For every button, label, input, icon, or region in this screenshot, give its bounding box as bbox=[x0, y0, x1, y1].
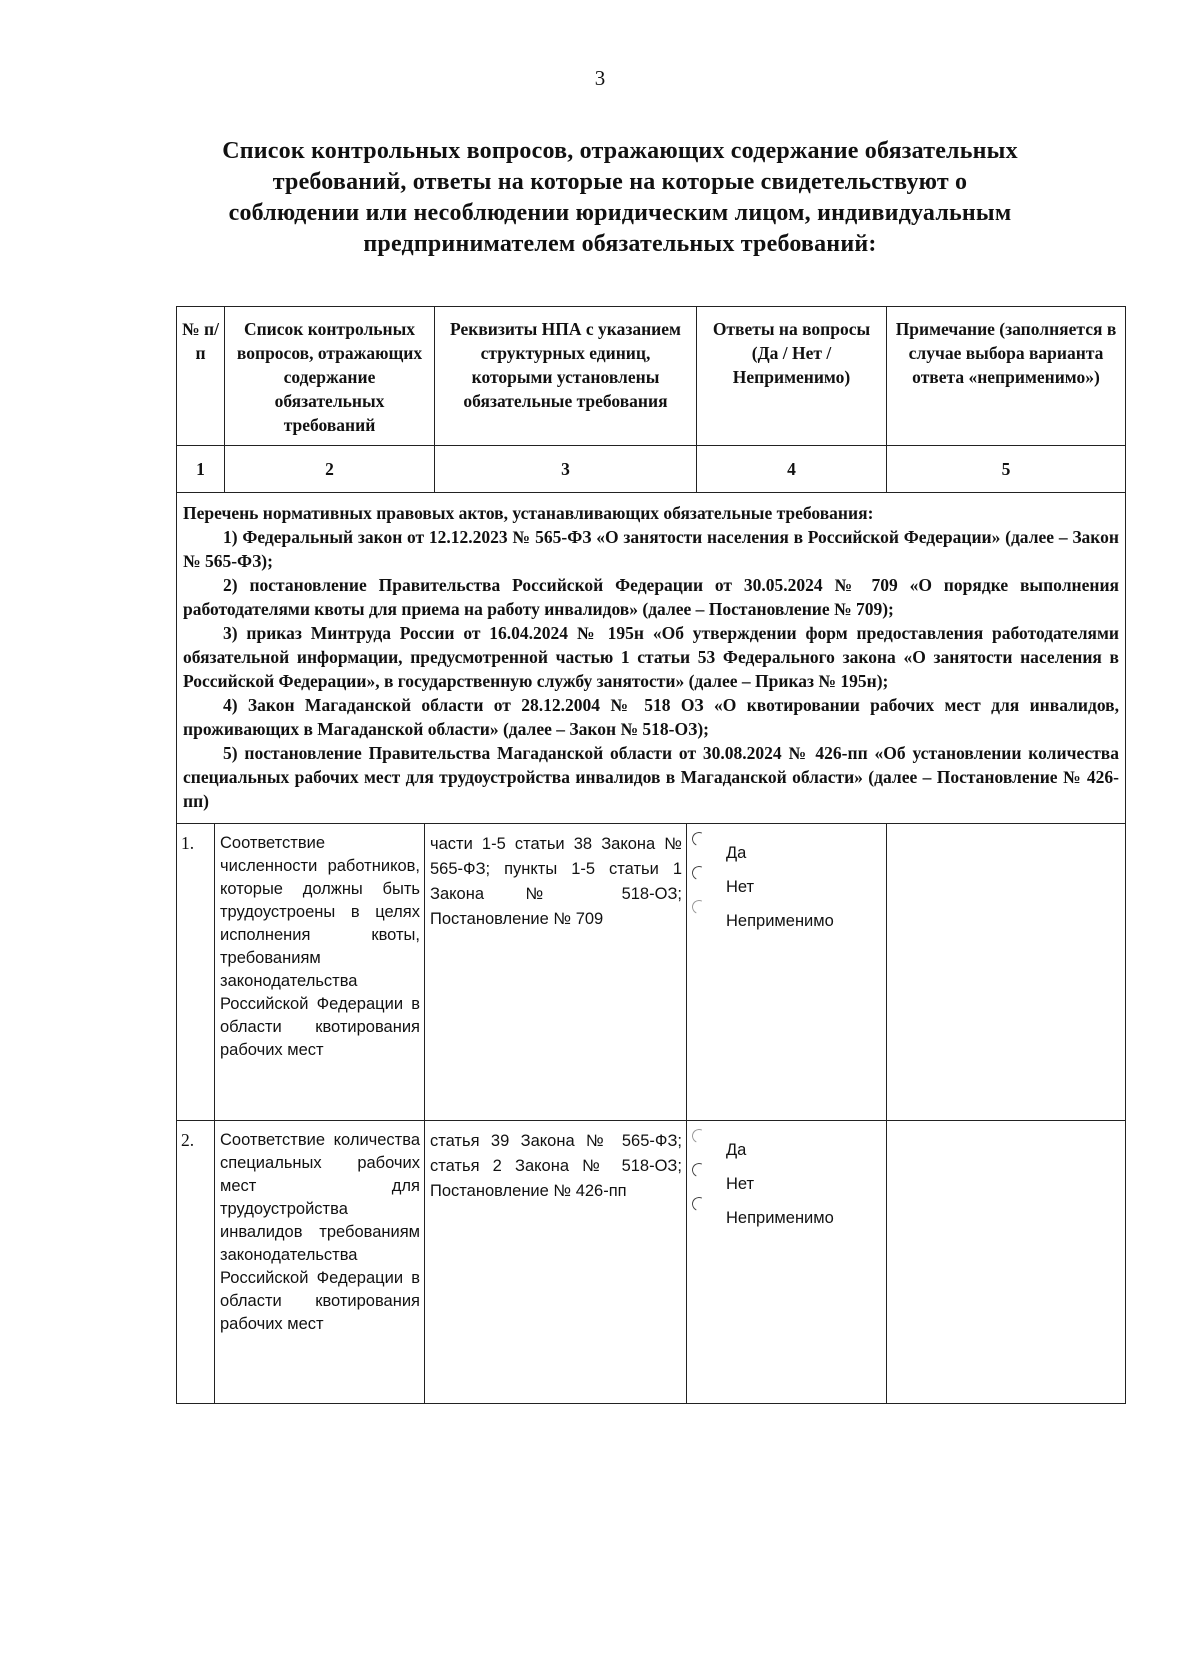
answer-option-no[interactable] bbox=[692, 1167, 882, 1201]
header-answers: Ответы на вопросы (Да / Нет / Неприменимо) bbox=[697, 307, 887, 445]
column-number: 1 bbox=[177, 446, 225, 492]
question-note bbox=[887, 824, 1125, 1120]
page-number: 3 bbox=[594, 66, 606, 90]
answer-label: Неприменимо bbox=[726, 1209, 834, 1227]
answer-option-not-applicable[interactable] bbox=[692, 904, 882, 938]
legal-act-item: 5) постановление Правительства Магаданской области от 30.08.2024 № 426-пп «Об установлении количества специальных рабочих мест для трудоустройства инвалидов в Магаданской области» (далее – Постановление № 426-пп) bbox=[183, 743, 1119, 811]
answer-label: Да bbox=[726, 1141, 747, 1159]
legal-acts-list bbox=[177, 493, 1125, 824]
question-number: 2. bbox=[177, 1121, 215, 1403]
question-text: Соответствие численности работников, которые должны быть трудоустроены в целях исполнения квоты, требованиям законодательства Российской Федерации в области квотирования рабочих мест bbox=[215, 824, 425, 1120]
checklist-table bbox=[176, 306, 1126, 1404]
column-number: 5 bbox=[1001, 459, 1011, 479]
legal-act-item: 1) Федеральный закон от 12.12.2023 № 565-ФЗ «О занятости населения в Российской Федерации» (далее – Закон № 565-ФЗ); bbox=[183, 527, 1119, 571]
question-text: Соответствие количества специальных рабочих мест для трудоустройства инвалидов требованиям законодательства Российской Федерации в области квотирования рабочих мест bbox=[215, 1121, 425, 1403]
title-line: Список контрольных вопросов, отражающих содержание обязательных bbox=[222, 138, 1018, 164]
header-note: Примечание (заполняется в случае выбора варианта ответа «неприменимо») bbox=[895, 319, 1117, 387]
legal-act-item: 2) постановление Правительства Российской Федерации от 30.05.2024 № 709 «О порядке выполнения работодателями квоты для приема на работу инвалидов» (далее – Постановление № 709); bbox=[183, 575, 1119, 619]
radio-button-icon[interactable] bbox=[690, 1127, 708, 1145]
question-row bbox=[177, 1121, 1125, 1403]
answer-option-yes[interactable] bbox=[692, 1133, 882, 1167]
column-number-row bbox=[177, 446, 1125, 493]
title-line: соблюдении или несоблюдении юридическим лицом, индивидуальным bbox=[228, 200, 1012, 226]
header-questions: Список контрольных вопросов, отражающих содержание обязательных требований bbox=[225, 307, 435, 445]
question-requisites: статья 39 Закона № 565-ФЗ; статья 2 Закона № 518-ОЗ; Постановление № 426-пп bbox=[425, 1121, 687, 1403]
answer-options bbox=[687, 1121, 887, 1403]
column-number: 4 bbox=[697, 446, 887, 492]
question-row bbox=[177, 824, 1125, 1121]
column-number: 2 bbox=[225, 446, 435, 492]
title-line: требований, ответы на которые на которые свидетельствуют о bbox=[272, 169, 968, 195]
answer-option-no[interactable] bbox=[692, 870, 882, 904]
question-number: 1. bbox=[177, 824, 215, 1120]
legal-act-item: 3) приказ Минтруда России от 16.04.2024 № 195н «Об утверждении форм предоставления работодателями обязательной информации, предусмотренной частью 1 статьи 53 Федерального закона «О занятости населения в Российской Федерации», в государственную службу занятости» (далее – Приказ № 195н); bbox=[183, 623, 1119, 691]
document-title bbox=[150, 136, 1090, 260]
answer-option-not-applicable[interactable] bbox=[692, 1201, 882, 1235]
title-line: предпринимателем обязательных требований: bbox=[363, 231, 877, 257]
question-note bbox=[887, 1121, 1125, 1403]
legal-act-item: 4) Закон Магаданской области от 28.12.2004 № 518 ОЗ «О квотировании рабочих мест для инвалидов, проживающих в Магаданской области» (далее – Закон № 518-ОЗ); bbox=[183, 695, 1119, 739]
answer-label: Нет bbox=[726, 878, 755, 896]
answer-label: Нет bbox=[726, 1175, 755, 1193]
question-requisites: части 1-5 статьи 38 Закона № 565-ФЗ; пункты 1-5 статьи 1 Закона № 518-ОЗ; Постановление № 709 bbox=[425, 824, 687, 1120]
answer-label: Неприменимо bbox=[726, 912, 834, 930]
legal-acts-intro: Перечень нормативных правовых актов, устанавливающих обязательные требования: bbox=[183, 503, 874, 523]
header-number: № п/п bbox=[177, 307, 225, 445]
answer-options bbox=[687, 824, 887, 1120]
answer-option-yes[interactable] bbox=[692, 836, 882, 870]
header-requisites: Реквизиты НПА с указанием структурных единиц, которыми установлены обязательные требования bbox=[435, 307, 697, 445]
table-header-row bbox=[177, 307, 1125, 446]
answer-label: Да bbox=[726, 844, 747, 862]
radio-button-icon[interactable] bbox=[690, 830, 708, 848]
column-number: 3 bbox=[435, 446, 697, 492]
